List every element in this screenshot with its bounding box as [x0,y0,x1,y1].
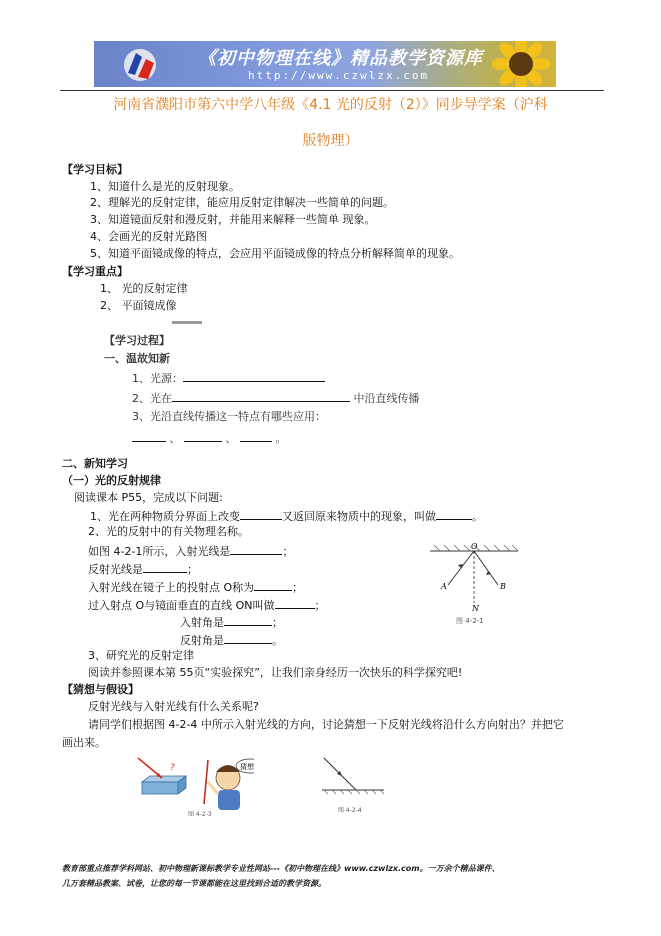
q2-label: 如图 4-2-1所示，入射光线是 [88,545,231,558]
incident-ray-question [88,543,293,559]
q1-end: 。 [472,510,483,523]
review-q1-blank[interactable] [183,370,325,382]
document-title-line-2: 版物理） [302,133,359,149]
mirror-hatching [324,790,384,794]
header-banner [94,41,556,87]
objective-item: 1、知道什么是光的反射现象。 [90,180,240,193]
question-3: 3、研究光的反射定律 [88,649,194,662]
objective-item: 3、知道镜面反射和漫反射，并能用来解释一些简单 现象。 [90,213,376,226]
reflection-law-heading: （一）光的反射规律 [62,474,161,487]
label-n: N [472,604,479,613]
incidence-point-blank[interactable] [254,579,292,591]
q2-label: 反射光线是 [88,563,143,576]
review-q3-blank[interactable] [184,430,222,442]
q2-label: 过入射点 O与镜面垂直的直线 ON叫做 [88,599,275,612]
child-body [218,790,240,810]
separator: 。 [275,432,287,445]
figure-4-2-3 [134,756,254,820]
footer-line-2: 几万套精品教案、试卷，让您的每一节课都能在这里找到合适的教学资源。 [62,879,326,888]
label-o: O [471,542,478,551]
site-logo-icon [122,47,162,83]
incidence-angle-question [180,614,283,630]
banner-url[interactable]: http://www.czwlzx.com [248,69,430,82]
guess-instruction-line-2: 画出来。 [62,736,106,749]
punctuation: ； [292,581,304,594]
normal-question [88,597,326,613]
review-heading: 一、温故知新 [104,352,170,365]
reflected-ray-question [88,561,198,577]
process-heading: 【学习过程】 [104,334,170,347]
figure-caption: 图 4-2-1 [456,617,484,625]
review-q3-blank[interactable] [132,430,166,442]
review-q2-label: 2、光在 [132,392,172,405]
figure-4-2-1 [428,541,520,627]
scan-fragment [172,321,202,324]
key-points-heading: 【学习重点】 [62,265,128,278]
review-q2-suffix: 中沿直线传播 [353,392,420,405]
reflection-angle-question [180,632,283,648]
guess-question: 反射光线与入射光线有什么关系呢? [88,700,259,713]
pointer-stick [204,760,208,804]
objective-item: 4、会画光的反射光路图 [90,230,207,243]
review-q3-answers [132,430,287,446]
punctuation: ； [187,563,198,576]
experiment-instruction: 阅读并参照课本第 55页“实验探究”，让我们亲身经历一次快乐的科学探究吧! [88,666,463,679]
incidence-point-question [88,579,303,595]
figure-caption: 图 4-2-4 [338,807,362,814]
footer-line-1: 教育部重点推荐学科网站、初中物理新课标教学专业性网站---《初中物理在线》www.czwlzx.com。一万余个精品课件、 [62,864,500,873]
label-a: A [441,582,447,591]
guess-instruction-line-1: 请同学们根据图 4-2-4 中所示入射光线的方向，讨论猜想一下反射光线将沿什么方向射出？并把它 [88,718,564,731]
glass-block-front [142,782,178,794]
scanned-process-block [94,324,432,448]
figure-caption: 图 4-2-3 [188,811,212,818]
label-b: B [500,582,506,591]
punctuation: ； [272,616,283,629]
objective-item: 2、理解光的反射定律，能应用反射定律解决一些简单的问题。 [90,196,394,209]
punctuation: 。 [272,634,283,647]
review-question-2 [132,390,420,406]
review-question-1 [132,370,325,386]
reflection-angle-blank[interactable] [224,632,272,644]
reading-intro: 阅读课本 P55，完成以下问题: [74,491,223,504]
punctuation: ； [314,599,326,612]
review-q3-blank[interactable] [240,430,272,442]
bubble-text: 猜想 [240,763,254,771]
question-mark: ? [170,763,175,773]
reflected-ray [474,551,498,585]
q1-text: 又返回原来物质中的现象，叫做 [282,510,436,523]
incident-ray-blank[interactable] [230,543,282,555]
key-point-item: 1、 光的反射定律 [100,282,188,295]
new-learning-heading: 二、新知学习 [62,457,128,470]
reflected-ray-blank[interactable] [143,561,187,573]
objectives-heading: 【学习目标】 [62,163,128,176]
review-q1-label: 1、光源： [132,372,183,385]
q2-label: 入射光线在镜子上的投射点 O称为 [88,581,255,594]
document-title-line-1: 河南省濮阳市第六中学八年级《4.1 光的反射（2）》同步导学案（沪科 [113,97,548,113]
child-arm [208,782,218,794]
question-2: 2、光的反射中的有关物理名称。 [88,525,249,538]
review-q2-blank[interactable] [172,390,350,402]
sunflower-icon [492,41,550,87]
key-point-item: 2、 平面镜成像 [100,299,177,312]
q2-label: 入射角是 [180,616,224,629]
guess-heading: 【猜想与假设】 [62,683,139,696]
normal-blank[interactable] [275,597,315,609]
incidence-angle-blank[interactable] [224,614,272,626]
q2-label: 反射角是 [180,634,224,647]
review-question-3: 3、光沿直线传播这一特点有哪些应用： [132,410,326,423]
separator: 、 [169,432,181,445]
q1-text: 1、光在两种物质分界面上改变 [90,510,240,523]
q1-blank-2[interactable] [436,508,472,520]
punctuation: ； [282,545,294,558]
banner-title: 《初中物理在线》精品教学资源库 [198,48,483,69]
figure-4-2-4 [318,756,388,818]
objective-item: 5、知道平面镜成像的特点，会应用平面镜成像的特点分析解释简单的现象。 [90,247,460,260]
separator: 、 [225,432,237,445]
q1-blank-1[interactable] [240,508,282,520]
question-1 [90,508,483,524]
header-divider [60,90,604,91]
